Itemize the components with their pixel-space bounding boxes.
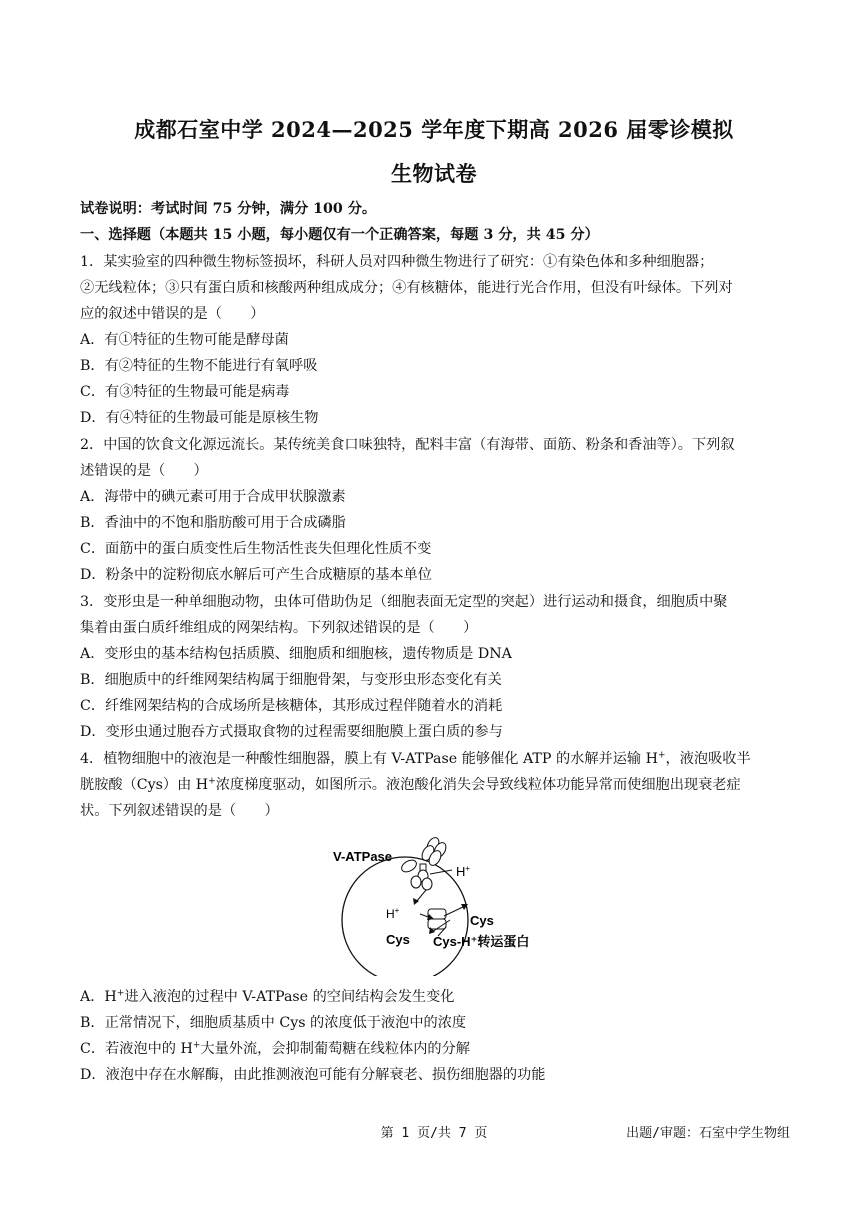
q3-option-c: C．纤维网架结构的合成场所是核糖体，其形成过程伴随着水的消耗	[80, 698, 503, 714]
label-cys-outside: Cys	[470, 913, 494, 928]
label-h-inside: H+	[386, 906, 400, 921]
label-h-outside: H+	[456, 864, 471, 879]
exam-subtitle: 生物试卷	[391, 161, 477, 186]
q1-option-c: C．有③特征的生物最可能是病毒	[80, 384, 290, 400]
q1-option-d: D．有④特征的生物最可能是原核生物	[80, 410, 319, 426]
q1-stem-line: ②无线粒体；③只有蛋白质和核酸两种组成成分；④有核糖体，能进行光合作用，但没有叶绿体。下列对	[80, 280, 733, 296]
q2-stem-line: 述错误的是（ ）	[80, 463, 208, 479]
q3-option-a: A．变形虫的基本结构包括质膜、细胞质和细胞核，遗传物质是 DNA	[80, 646, 512, 662]
q2-stem-line: 2．中国的饮食文化源远流长。某传统美食口味独特，配料丰富（有海带、面筋、粉条和香油等）。下列叙	[80, 437, 735, 453]
q2-option-c: C．面筋中的蛋白质变性后生物活性丧失但理化性质不变	[80, 541, 432, 557]
q4-option-d: D．液泡中存在水解酶，由此推测液泡可能有分解衰老、损伤细胞器的功能	[80, 1067, 546, 1083]
q3-option-b: B．细胞质中的纤维网架结构属于细胞骨架，与变形虫形态变化有关	[80, 672, 502, 688]
v-atpase-complex	[400, 836, 449, 890]
label-v-atpase: V-ATPase	[333, 849, 393, 864]
exam-instructions: 试卷说明：考试时间 75 分钟，满分 100 分。	[80, 201, 377, 217]
footer-source: 出题/审题：石室中学生物组	[626, 1126, 790, 1141]
q3-stem-line: 集着由蛋白质纤维组成的网架结构。下列叙述错误的是（ ）	[80, 620, 478, 636]
q1-option-a: A．有①特征的生物可能是酵母菌	[80, 332, 289, 348]
page-number: 第 1 页/共 7 页	[380, 1126, 488, 1141]
q2-option-b: B．香油中的不饱和脂肪酸可用于合成磷脂	[80, 515, 346, 531]
q4-option-c: C．若液泡中的 H+大量外流，会抑制葡萄糖在线粒体内的分解	[80, 1040, 470, 1057]
vacuole-membrane	[342, 857, 471, 976]
q1-option-b: B．有②特征的生物不能进行有氧呼吸	[80, 358, 318, 374]
label-cys-inside: Cys	[386, 932, 410, 947]
section-heading: 一、选择题（本题共 15 小题，每小题仅有一个正确答案，每题 3 分，共 45 分）	[80, 227, 599, 243]
q4-option-a: A．H+进入液泡的过程中 V-ATPase 的空间结构会发生变化	[80, 988, 455, 1005]
q1-stem-line: 应的叙述中错误的是（ ）	[80, 306, 265, 322]
q3-option-d: D．变形虫通过胞吞方式摄取食物的过程需要细胞膜上蛋白质的参与	[80, 724, 503, 740]
q3-stem-line: 3．变形虫是一种单细胞动物，虫体可借助伪足（细胞表面无定型的突起）进行运动和摄食，细胞质中聚	[80, 594, 728, 610]
vacuole-diagram	[320, 836, 560, 976]
label-transporter: Cys-H⁺转运蛋白	[433, 934, 530, 949]
q4-stem-line: 4．植物细胞中的液泡是一种酸性细胞器，膜上有 V-ATPase 能够催化 ATP 的水解并运输 H+，液泡吸收半	[80, 750, 751, 767]
q4-stem-line: 胱胺酸（Cys）由 H+浓度梯度驱动，如图所示。液泡酸化消失会导致线粒体功能异常而使细胞出现衰老症	[80, 776, 741, 793]
q4-option-b: B．正常情况下，细胞质基质中 Cys 的浓度低于液泡中的浓度	[80, 1015, 467, 1031]
q4-stem-line: 状。下列叙述错误的是（ ）	[80, 803, 279, 819]
exam-title: 成都石室中学 2024—2025 学年度下期高 2026 届零诊模拟	[134, 117, 734, 142]
q2-option-a: A．海带中的碘元素可用于合成甲状腺激素	[80, 489, 346, 505]
proton-pump-arrow	[430, 870, 452, 874]
q1-stem-line: 1．某实验室的四种微生物标签损坏，科研人员对四种微生物进行了研究：①有染色体和多种细胞器；	[80, 254, 714, 270]
q2-option-d: D．粉条中的淀粉彻底水解后可产生合成糖原的基本单位	[80, 567, 432, 583]
